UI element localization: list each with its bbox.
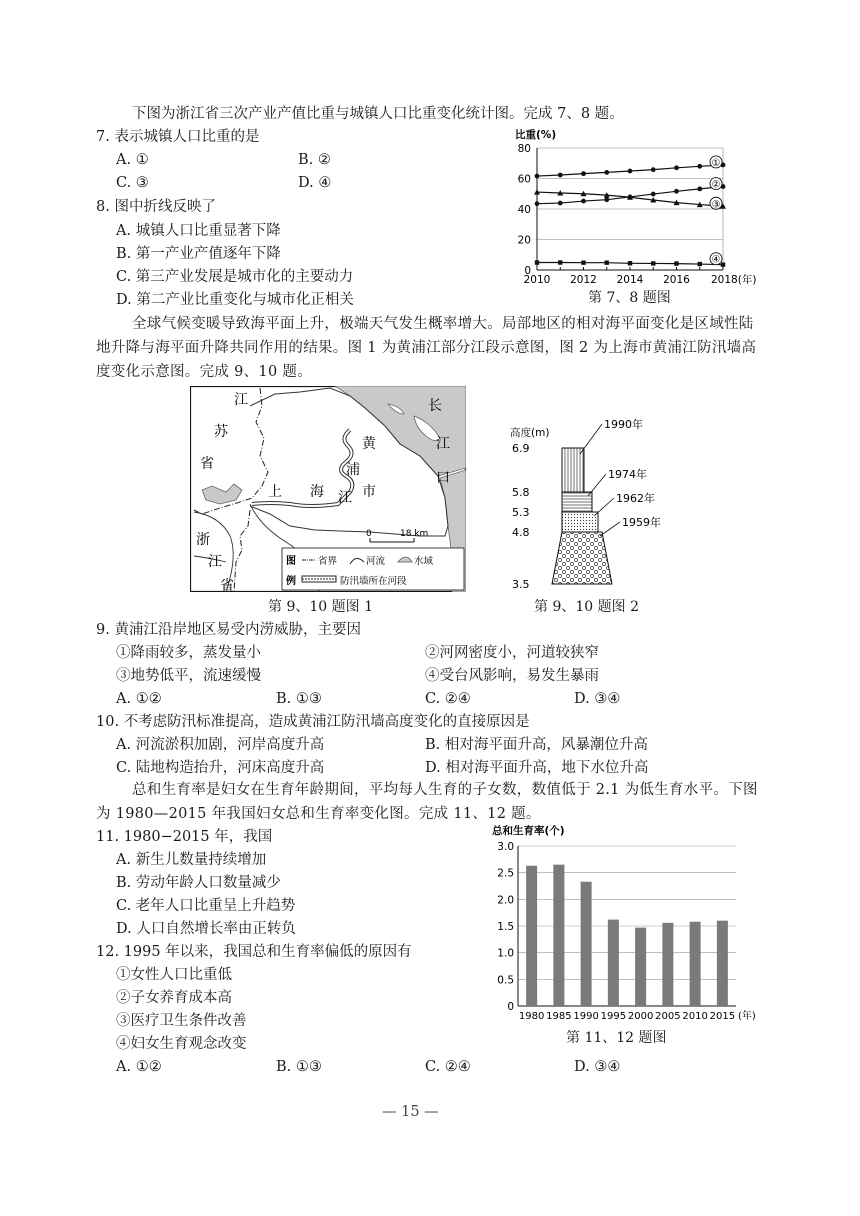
q8-option-b[interactable]: B. 第一产业产值逐年下降 [116,246,281,262]
svg-text:防汛墙所在河段: 防汛墙所在河段 [340,576,407,587]
chart1-point [535,174,540,179]
wall-year-leader [594,498,614,516]
wall-year-leader [580,424,602,454]
chart1-ytick: 80 [517,143,531,155]
svg-text:江: 江 [208,554,222,570]
svg-text:市: 市 [362,484,376,500]
svg-text:江: 江 [234,392,248,408]
q9-item-3: ③地势低平，流速缓慢 [116,668,261,684]
page-number: — 15 — [382,1104,439,1120]
fertility-rate-bar-chart [490,822,760,1028]
chart2-xtick: 1995 [600,1011,627,1022]
chart1-point [581,260,585,264]
chart2-xunit: (年) [738,1011,756,1022]
chart1-point [651,192,656,197]
q7-stem: 7. 表示城镇人口比重的是 [96,129,260,145]
svg-text:省界: 省界 [318,556,338,567]
chart2-bar-1990 [581,882,592,1006]
chart2-bar-2015 [717,921,728,1006]
q7-option-b[interactable]: B. ② [298,152,331,168]
chart2-ytick: 2.5 [497,867,514,880]
wall-year-label: 1959年 [622,516,661,529]
wall-caption: 第 9、10 题图 2 [534,599,639,615]
chart1-xtick: 2010 [523,274,551,286]
chart2-ylabel: 总和生育率(个) [492,825,565,837]
svg-text:省: 省 [220,578,234,592]
chart1-point [697,186,702,191]
q9-stem: 9. 黄浦江沿岸地区易受内涝威胁，主要因 [96,622,361,638]
chart2-xtick: 2010 [682,1011,708,1022]
chart2-bar-2010 [690,922,701,1006]
chart1-label-text: ② [711,179,721,191]
wall-tick: 6.9 [512,442,530,455]
industry-urbanization-line-chart [505,128,765,288]
q9-item-2: ②河网密度小，河道较狭窄 [425,645,599,661]
q12-option-d[interactable]: D. ③④ [574,1059,621,1075]
chart1-series-label-3 [710,197,722,210]
chart1-point [628,169,633,174]
svg-text:图: 图 [286,556,296,567]
q9-option-d[interactable]: D. ③④ [574,691,621,707]
q11-option-d[interactable]: D. 人口自然增长率由正转负 [116,921,296,937]
q12-option-c[interactable]: C. ②④ [425,1059,471,1075]
q10-option-b[interactable]: B. 相对海平面升高，风暴潮位升高 [425,737,648,753]
chart1-series-label-2 [710,178,722,191]
wall-year-label: 1974年 [608,468,647,481]
q9-item-4: ④受台风影响，易发生暴雨 [425,668,599,684]
wall-tick: 4.8 [512,526,530,539]
q11-option-b[interactable]: B. 劳动年龄人口数量减少 [116,875,281,891]
chart1-point [674,261,678,265]
chart2-xtick: 2015 [709,1011,736,1022]
svg-text:口: 口 [436,470,450,486]
chart2-xtick: 1990 [573,1011,599,1022]
chart1-point [628,261,632,265]
chart2-ytick: 3.0 [497,841,514,853]
chart1-point [674,189,679,194]
q8-option-a[interactable]: A. 城镇人口比重显著下降 [116,223,281,239]
wall-ylabel: 高度(m) [510,427,550,439]
chart1-point [558,201,563,206]
chart2-bar-1980 [526,866,537,1006]
huangpu-river-map [190,386,466,592]
chart2-xtick: 2005 [655,1011,681,1022]
wall-layer-1974 [562,492,592,512]
q8-option-d[interactable]: D. 第二产业比重变化与城市化正相关 [116,292,354,308]
q9-item-1: ①降雨较多，蒸发量小 [116,645,261,661]
chart1-point [604,170,609,175]
chart1-point [604,197,609,202]
chart2-ytick: 2.0 [497,894,514,907]
svg-text:浙: 浙 [196,532,210,548]
wall-year-leader [588,474,606,496]
chart2-bar-1995 [608,920,619,1006]
svg-text:水域: 水域 [414,556,434,567]
q12-item-2: ②子女养育成本高 [116,990,232,1006]
svg-text:例: 例 [286,576,296,587]
q9-option-c[interactable]: C. ②④ [425,691,471,707]
q11-stem: 11. 1980−2015 年，我国 [96,829,273,845]
chart2-ytick: 0.5 [497,974,514,987]
q8-option-c[interactable]: C. 第三产业发展是城市化的主要动力 [116,269,354,285]
wall-year-label: 1962年 [616,492,655,505]
wall-tick: 5.3 [512,506,530,519]
chart1-ytick: 60 [517,173,531,186]
q12-option-a[interactable]: A. ①② [116,1059,162,1075]
chart1-xtick: 2014 [616,274,644,286]
svg-text:省: 省 [200,456,214,472]
chart1-xtick: 2012 [570,274,597,286]
chart1-point [674,165,679,170]
chart1-point [605,260,609,264]
svg-text:江: 江 [338,490,352,506]
q10-option-d[interactable]: D. 相对海平面升高，地下水位升高 [425,760,649,776]
q12-stem: 12. 1995 年以来，我国总和生育率偏低的原因有 [96,944,412,960]
q10-option-c[interactable]: C. 陆地构造抬升，河床高度升高 [116,760,325,776]
chart1-xtick: 2018(年) [711,274,757,286]
chart1-point [558,260,562,264]
map-caption: 第 9、10 题图 1 [268,599,373,615]
chart2-xtick: 2000 [627,1011,654,1022]
chart1-ytick: 0 [524,265,531,277]
chart1-xtick: 2016 [663,274,690,286]
map-legend [282,548,464,590]
q7-option-d[interactable]: D. ④ [298,175,332,191]
svg-text:江: 江 [436,436,450,452]
chart1-caption: 第 7、8 题图 [588,290,671,306]
flood-wall-height-diagram [510,414,680,594]
wall-tick: 3.5 [512,578,530,591]
wall-tick: 5.8 [512,486,530,499]
chart1-ytick: 40 [517,204,531,216]
chart2-ytick: 1.5 [497,921,514,933]
q12-item-3: ③医疗卫生条件改善 [116,1013,247,1029]
q12-option-b[interactable]: B. ①③ [276,1059,322,1075]
svg-text:浦: 浦 [346,462,360,478]
chart2-bar-2005 [662,923,673,1006]
q8-stem: 8. 图中折线反映了 [96,199,216,215]
wall-base-1959 [552,532,612,584]
chart1-point [581,199,586,204]
chart1-point [535,201,540,206]
wall-layer-1990 [562,448,584,492]
q10-option-a[interactable]: A. 河流淤积加剧，河岸高度升高 [116,737,325,753]
svg-text:苏: 苏 [214,424,228,440]
chart2-xtick: 1980 [518,1011,545,1022]
svg-text:河流: 河流 [366,556,386,567]
q12-item-4: ④妇女生育观念改变 [116,1036,247,1052]
chart1-label-text: ③ [711,199,721,211]
q11-option-a[interactable]: A. 新生儿数量持续增加 [116,852,267,868]
chart2-bar-1985 [553,865,564,1006]
chart1-point [697,164,702,169]
chart1-point [651,261,655,265]
q11-option-c[interactable]: C. 老年人口比重呈上升趋势 [116,898,296,914]
chart2-xtick: 1985 [546,1011,572,1022]
wall-year-label: 1990年 [604,418,643,431]
svg-text:长: 长 [428,398,442,414]
chart1-series-label-4 [710,253,722,266]
chart1-label-text: ④ [711,254,721,266]
q7-option-c[interactable]: C. ③ [116,175,149,191]
intro-11-12: 总和生育率是妇女在生育年龄期间，平均每人生育的子女数，数值低于 2.1 为低生育水平。下图为 1980—2015 年我国妇女总和生育率变化图。完成 11、12 题。 [96,782,758,822]
q7-option-a[interactable]: A. ① [116,152,149,168]
chart1-label-text: ① [711,157,721,169]
svg-text:黄: 黄 [362,436,376,452]
chart1-point [721,262,725,266]
q9-option-a[interactable]: A. ①② [116,691,162,707]
svg-text:0: 0 [366,529,372,539]
svg-text:海: 海 [310,484,324,500]
chart1-point [581,171,586,176]
intro-9-10: 全球气候变暖导致海平面上升，极端天气发生概率增大。局部地区的相对海平面变化是区域性陆地升降与海平面升降共同作用的结果。图 1 为黄浦江部分江段示意图，图 2 为上海市黄浦江防汛墙高度变化示意图。完成 9、10 题。 [96,316,757,380]
chart2-caption: 第 11、12 题图 [566,1030,667,1046]
q9-option-b[interactable]: B. ①③ [276,691,322,707]
chart2-bar-2000 [635,928,646,1006]
chart2-ytick: 0 [507,1001,514,1013]
chart1-series-label-1 [710,156,722,169]
chart1-ytick: 20 [517,234,531,247]
intro-7-8: 下图为浙江省三次产业产值比重与城镇人口比重变化统计图。完成 7、8 题。 [132,106,624,122]
svg-text:18 km: 18 km [400,529,429,539]
chart1-ylabel: 比重(%) [515,129,557,141]
wall-layer-1962 [562,512,598,532]
chart2-ytick: 1.0 [497,947,514,960]
chart1-point [698,262,702,266]
wall-year-leader [600,522,620,536]
q10-stem: 10. 不考虑防汛标准提高，造成黄浦江防汛墙高度变化的直接原因是 [96,714,530,730]
chart1-point [558,173,563,178]
svg-text:上: 上 [268,484,282,500]
q12-item-1: ①女性人口比重低 [116,967,232,983]
chart1-point [651,167,656,172]
chart1-point [535,260,539,264]
